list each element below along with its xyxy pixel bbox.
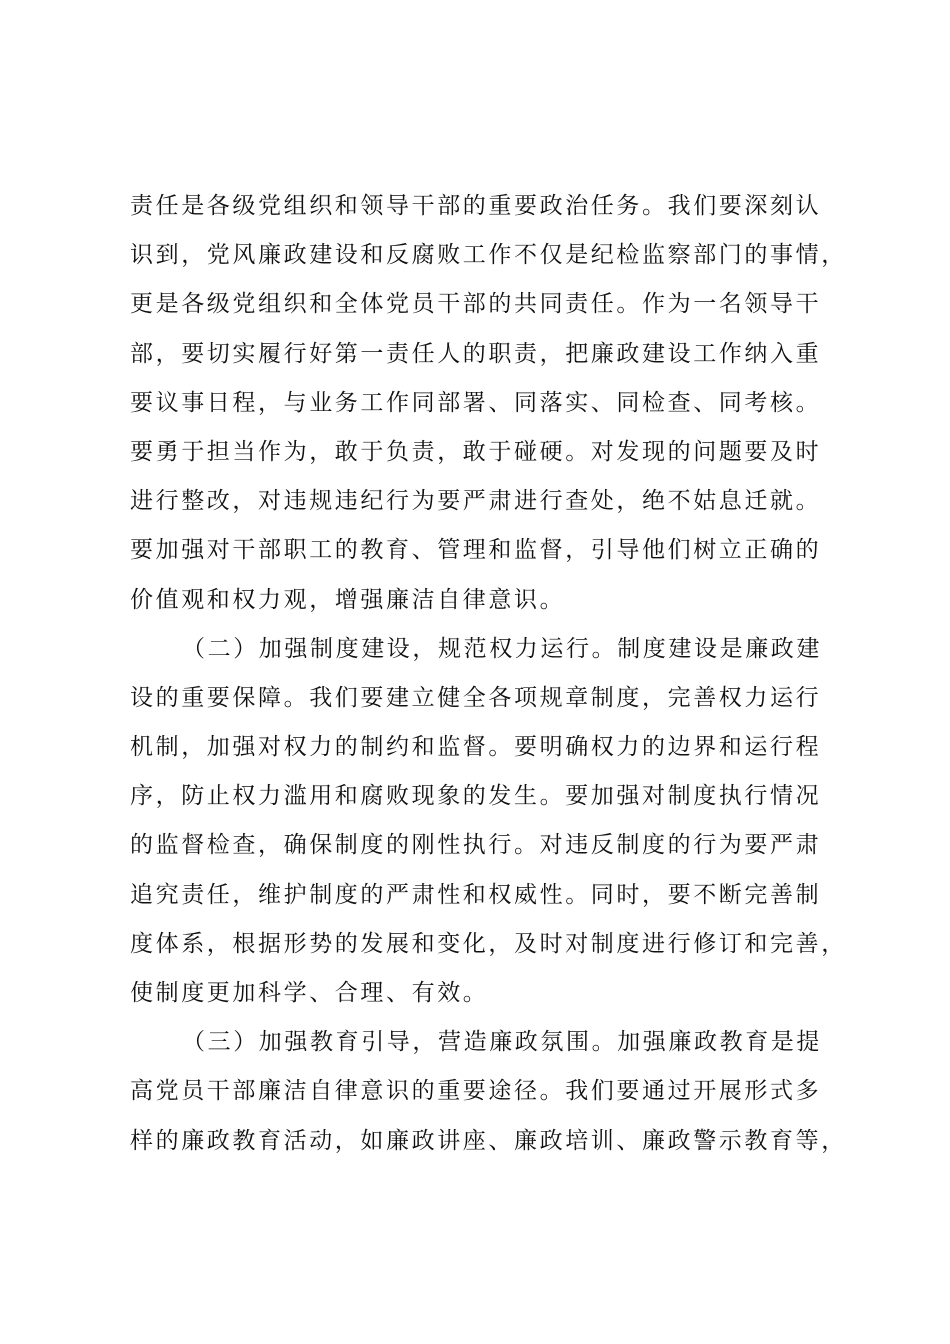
text-line: 使制度更加科学、合理、有效。 <box>130 980 489 1006</box>
text-line: 度体系，根据形势的发展和变化，及时对制度进行修订和完善， <box>130 930 847 957</box>
body-text <box>130 186 850 1170</box>
text-line: 设的重要保障。我们要建立健全各项规章制度，完善权力运行 <box>130 684 822 711</box>
text-line: 要勇于担当作为，敢于负责，敢于碰硬。对发现的问题要及时 <box>130 438 822 465</box>
text-line: 序，防止权力滥用和腐败现象的发生。要加强对制度执行情况 <box>130 783 822 810</box>
section-heading-line: （三）加强教育引导，营造廉政氛围。加强廉政教育是提 <box>182 1029 822 1056</box>
section-heading-line: （二）加强制度建设，规范权力运行。制度建设是廉政建 <box>182 635 822 662</box>
text-line: 价值观和权力观，增强廉洁自律意识。 <box>130 586 566 613</box>
text-line: 高党员干部廉洁自律意识的重要途径。我们要通过开展形式多 <box>130 1078 822 1105</box>
text-line: 要加强对干部职工的教育、管理和监督，引导他们树立正确的 <box>130 537 822 564</box>
text-line: 进行整改，对违规违纪行为要严肃进行查处，绝不姑息迁就。 <box>130 488 822 515</box>
text-line: 识到，党风廉政建设和反腐败工作不仅是纪检监察部门的事情， <box>130 242 847 269</box>
text-line: 责任是各级党组织和领导干部的重要政治任务。我们要深刻认 <box>130 193 822 219</box>
text-line: 更是各级党组织和全体党员干部的共同责任。作为一名领导干 <box>130 291 822 318</box>
text-line: 追究责任，维护制度的严肃性和权威性。同时，要不断完善制 <box>130 881 822 908</box>
text-line: 的监督检查，确保制度的刚性执行。对违反制度的行为要严肃 <box>130 832 822 859</box>
text-line: 要议事日程，与业务工作同部署、同落实、同检查、同考核。 <box>130 389 822 416</box>
text-line: 部，要切实履行好第一责任人的职责，把廉政建设工作纳入重 <box>130 340 822 367</box>
text-line: 机制，加强对权力的制约和监督。要明确权力的边界和运行程 <box>130 734 822 761</box>
text-line: 样的廉政教育活动，如廉政讲座、廉政培训、廉政警示教育等， <box>130 1127 847 1154</box>
